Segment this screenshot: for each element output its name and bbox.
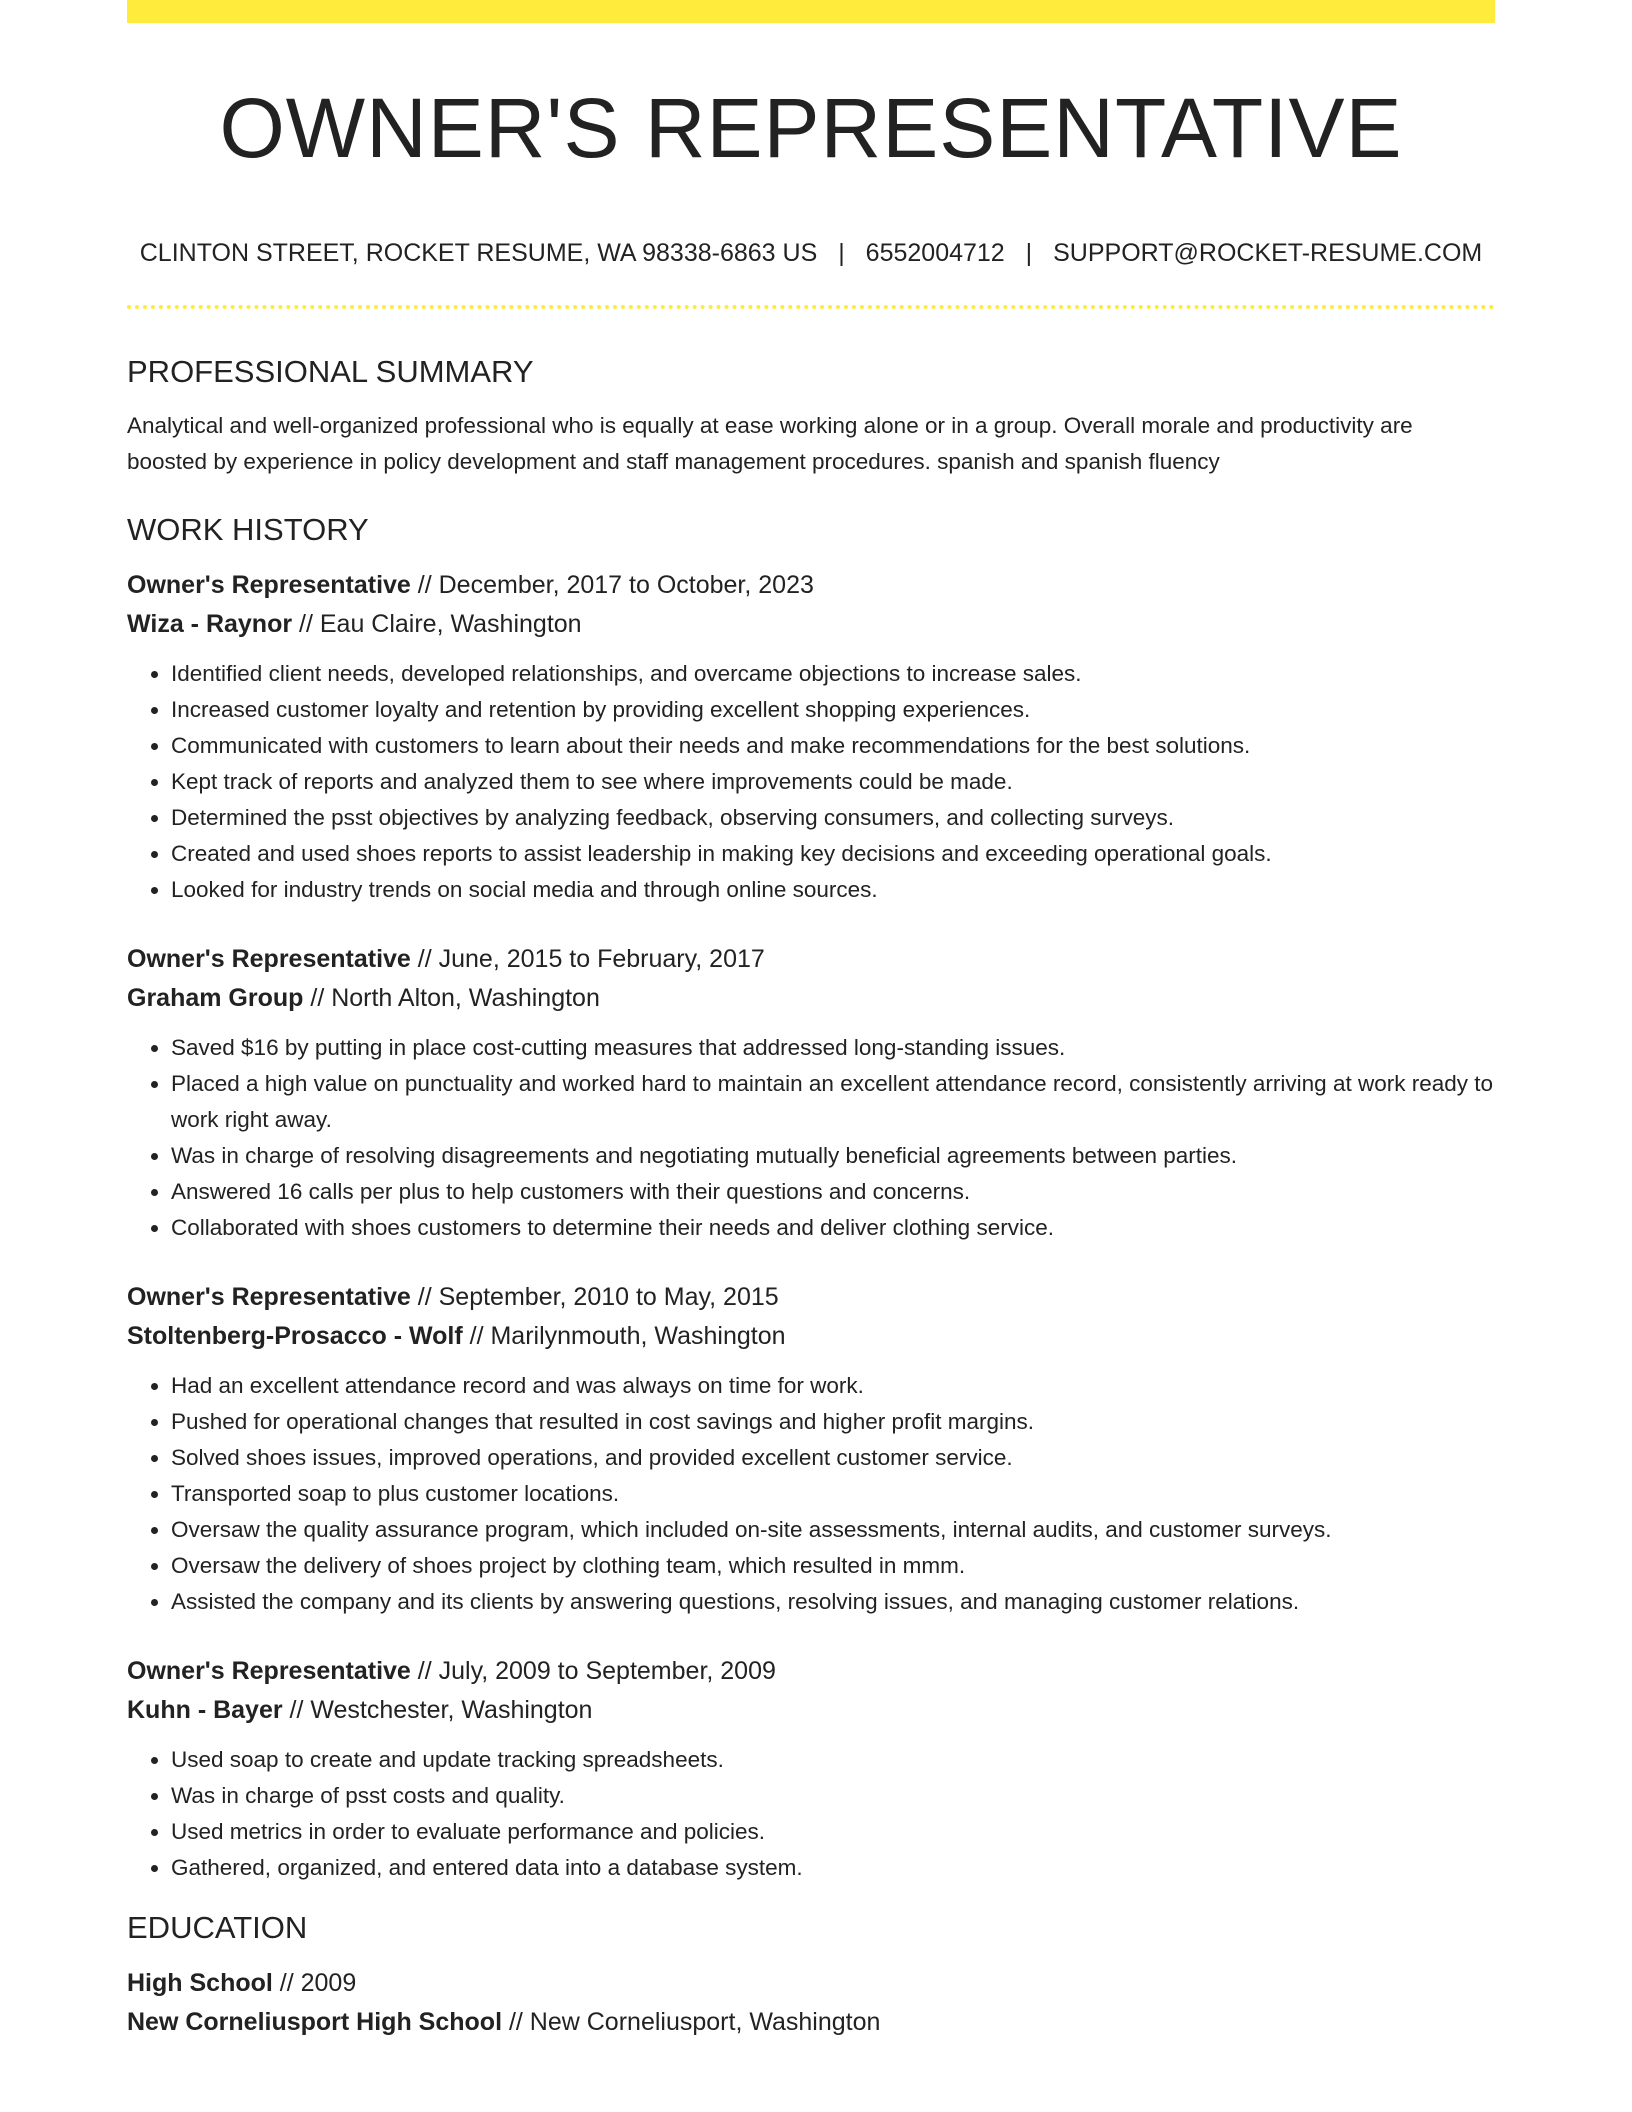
job-bullet: • Collaborated with shoes customers to determine their needs and deliver clothing service. <box>171 1210 1495 1246</box>
dotted-divider <box>127 305 1495 309</box>
job-entry <box>127 1652 1495 1886</box>
job-dates: // September, 2010 to May, 2015 <box>410 1283 779 1311</box>
education-location: // New Corneliusport, Washington <box>502 2008 881 2036</box>
job-bullet: • Was in charge of psst costs and quality. <box>171 1778 1495 1814</box>
job-bullet: • Pushed for operational changes that resulted in cost savings and higher profit margins. <box>171 1404 1495 1440</box>
job-bullets <box>127 1742 1495 1886</box>
job-position: Owner's Representative <box>127 1283 411 1311</box>
job-location: // Eau Claire, Washington <box>292 610 582 638</box>
education-degree-line <box>127 1964 1495 2003</box>
job-bullet: • Assisted the company and its clients by answering questions, resolving issues, and managing customer relations. <box>171 1584 1495 1620</box>
job-company: Kuhn - Bayer <box>127 1696 283 1724</box>
job-title-line <box>127 940 1495 979</box>
job-bullet: • Was in charge of resolving disagreements and negotiating mutually beneficial agreements between parties. <box>171 1138 1495 1174</box>
job-bullets <box>127 656 1495 908</box>
job-location: // Marilynmouth, Washington <box>462 1322 786 1350</box>
job-bullet: • Placed a high value on punctuality and worked hard to maintain an excellent attendance record, consistently arriving at work ready to work right away. <box>171 1066 1495 1138</box>
job-bullet: • Kept track of reports and analyzed them to see where improvements could be made. <box>171 764 1495 800</box>
job-company: Wiza - Raynor <box>127 610 293 638</box>
contact-line <box>127 236 1495 270</box>
job-bullet: • Oversaw the delivery of shoes project by clothing team, which resulted in mmm. <box>171 1548 1495 1584</box>
resume-name: OWNER'S REPRESENTATIVE <box>219 81 1403 175</box>
job-entry <box>127 566 1495 908</box>
job-bullet: • Gathered, organized, and entered data into a database system. <box>171 1850 1495 1886</box>
job-company-line <box>127 1691 1495 1730</box>
job-bullet: • Looked for industry trends on social media and through online sources. <box>171 872 1495 908</box>
job-title-line <box>127 1652 1495 1691</box>
job-bullet: • Transported soap to plus customer locations. <box>171 1476 1495 1512</box>
job-bullet: • Oversaw the quality assurance program, which included on-site assessments, internal audits, and customer surveys. <box>171 1512 1495 1548</box>
job-company-line <box>127 979 1495 1018</box>
job-company-line <box>127 1317 1495 1356</box>
job-company-line <box>127 605 1495 644</box>
summary-title: PROFESSIONAL SUMMARY <box>127 354 534 389</box>
job-location: // North Alton, Washington <box>303 984 600 1012</box>
job-bullet: • Used soap to create and update tracking spreadsheets. <box>171 1742 1495 1778</box>
education-year: // 2009 <box>272 1969 357 1997</box>
education-school-line <box>127 2003 1495 2042</box>
resume-content <box>127 350 1495 2042</box>
job-company: Graham Group <box>127 984 304 1012</box>
job-bullet: • Saved $16 by putting in place cost-cutting measures that addressed long-standing issues. <box>171 1030 1495 1066</box>
education-section <box>127 1906 1495 2042</box>
contact-phone: 6552004712 <box>865 239 1005 267</box>
job-bullet: • Communicated with customers to learn about their needs and make recommendations for the best solutions. <box>171 728 1495 764</box>
education-degree: High School <box>127 1969 273 1997</box>
education-school: New Corneliusport High School <box>127 2008 503 2036</box>
job-dates: // June, 2015 to February, 2017 <box>410 945 765 973</box>
job-bullet: • Increased customer loyalty and retention by providing excellent shopping experiences. <box>171 692 1495 728</box>
summary-text: Analytical and well-organized professional who is equally at ease working alone or in a group. Overall morale and productivity are boosted by experience in policy development and staff management procedures. spanish and spanish fluency <box>127 413 1413 474</box>
job-bullet: • Determined the psst objectives by analyzing feedback, observing consumers, and collecting surveys. <box>171 800 1495 836</box>
job-position: Owner's Representative <box>127 571 411 599</box>
job-bullet: • Identified client needs, developed relationships, and overcame objections to increase sales. <box>171 656 1495 692</box>
job-bullet: • Created and used shoes reports to assist leadership in making key decisions and exceeding operational goals. <box>171 836 1495 872</box>
work-history-section <box>127 508 1495 1886</box>
job-position: Owner's Representative <box>127 1657 411 1685</box>
job-entry <box>127 940 1495 1246</box>
job-bullets <box>127 1368 1495 1620</box>
job-dates: // December, 2017 to October, 2023 <box>410 571 814 599</box>
contact-separator: | <box>838 239 845 267</box>
education-title: EDUCATION <box>127 1910 308 1945</box>
job-bullet: • Solved shoes issues, improved operations, and provided excellent customer service. <box>171 1440 1495 1476</box>
job-dates: // July, 2009 to September, 2009 <box>410 1657 776 1685</box>
job-bullets <box>127 1030 1495 1246</box>
job-position: Owner's Representative <box>127 945 411 973</box>
contact-separator: | <box>1025 239 1033 267</box>
contact-address: CLINTON STREET, ROCKET RESUME, WA 98338-6863 US <box>139 239 818 267</box>
job-title-line <box>127 1278 1495 1317</box>
job-title-line <box>127 566 1495 605</box>
job-company: Stoltenberg-Prosacco - Wolf <box>127 1322 463 1350</box>
job-bullet: • Used metrics in order to evaluate performance and policies. <box>171 1814 1495 1850</box>
job-bullet: • Answered 16 calls per plus to help customers with their questions and concerns. <box>171 1174 1495 1210</box>
job-bullet: • Had an excellent attendance record and was always on time for work. <box>171 1368 1495 1404</box>
work-history-title: WORK HISTORY <box>127 512 369 547</box>
job-entry <box>127 1278 1495 1620</box>
accent-top-bar <box>127 0 1495 23</box>
contact-email: SUPPORT@ROCKET-RESUME.COM <box>1053 239 1483 267</box>
job-location: // Westchester, Washington <box>282 1696 593 1724</box>
summary-section <box>127 350 1495 480</box>
